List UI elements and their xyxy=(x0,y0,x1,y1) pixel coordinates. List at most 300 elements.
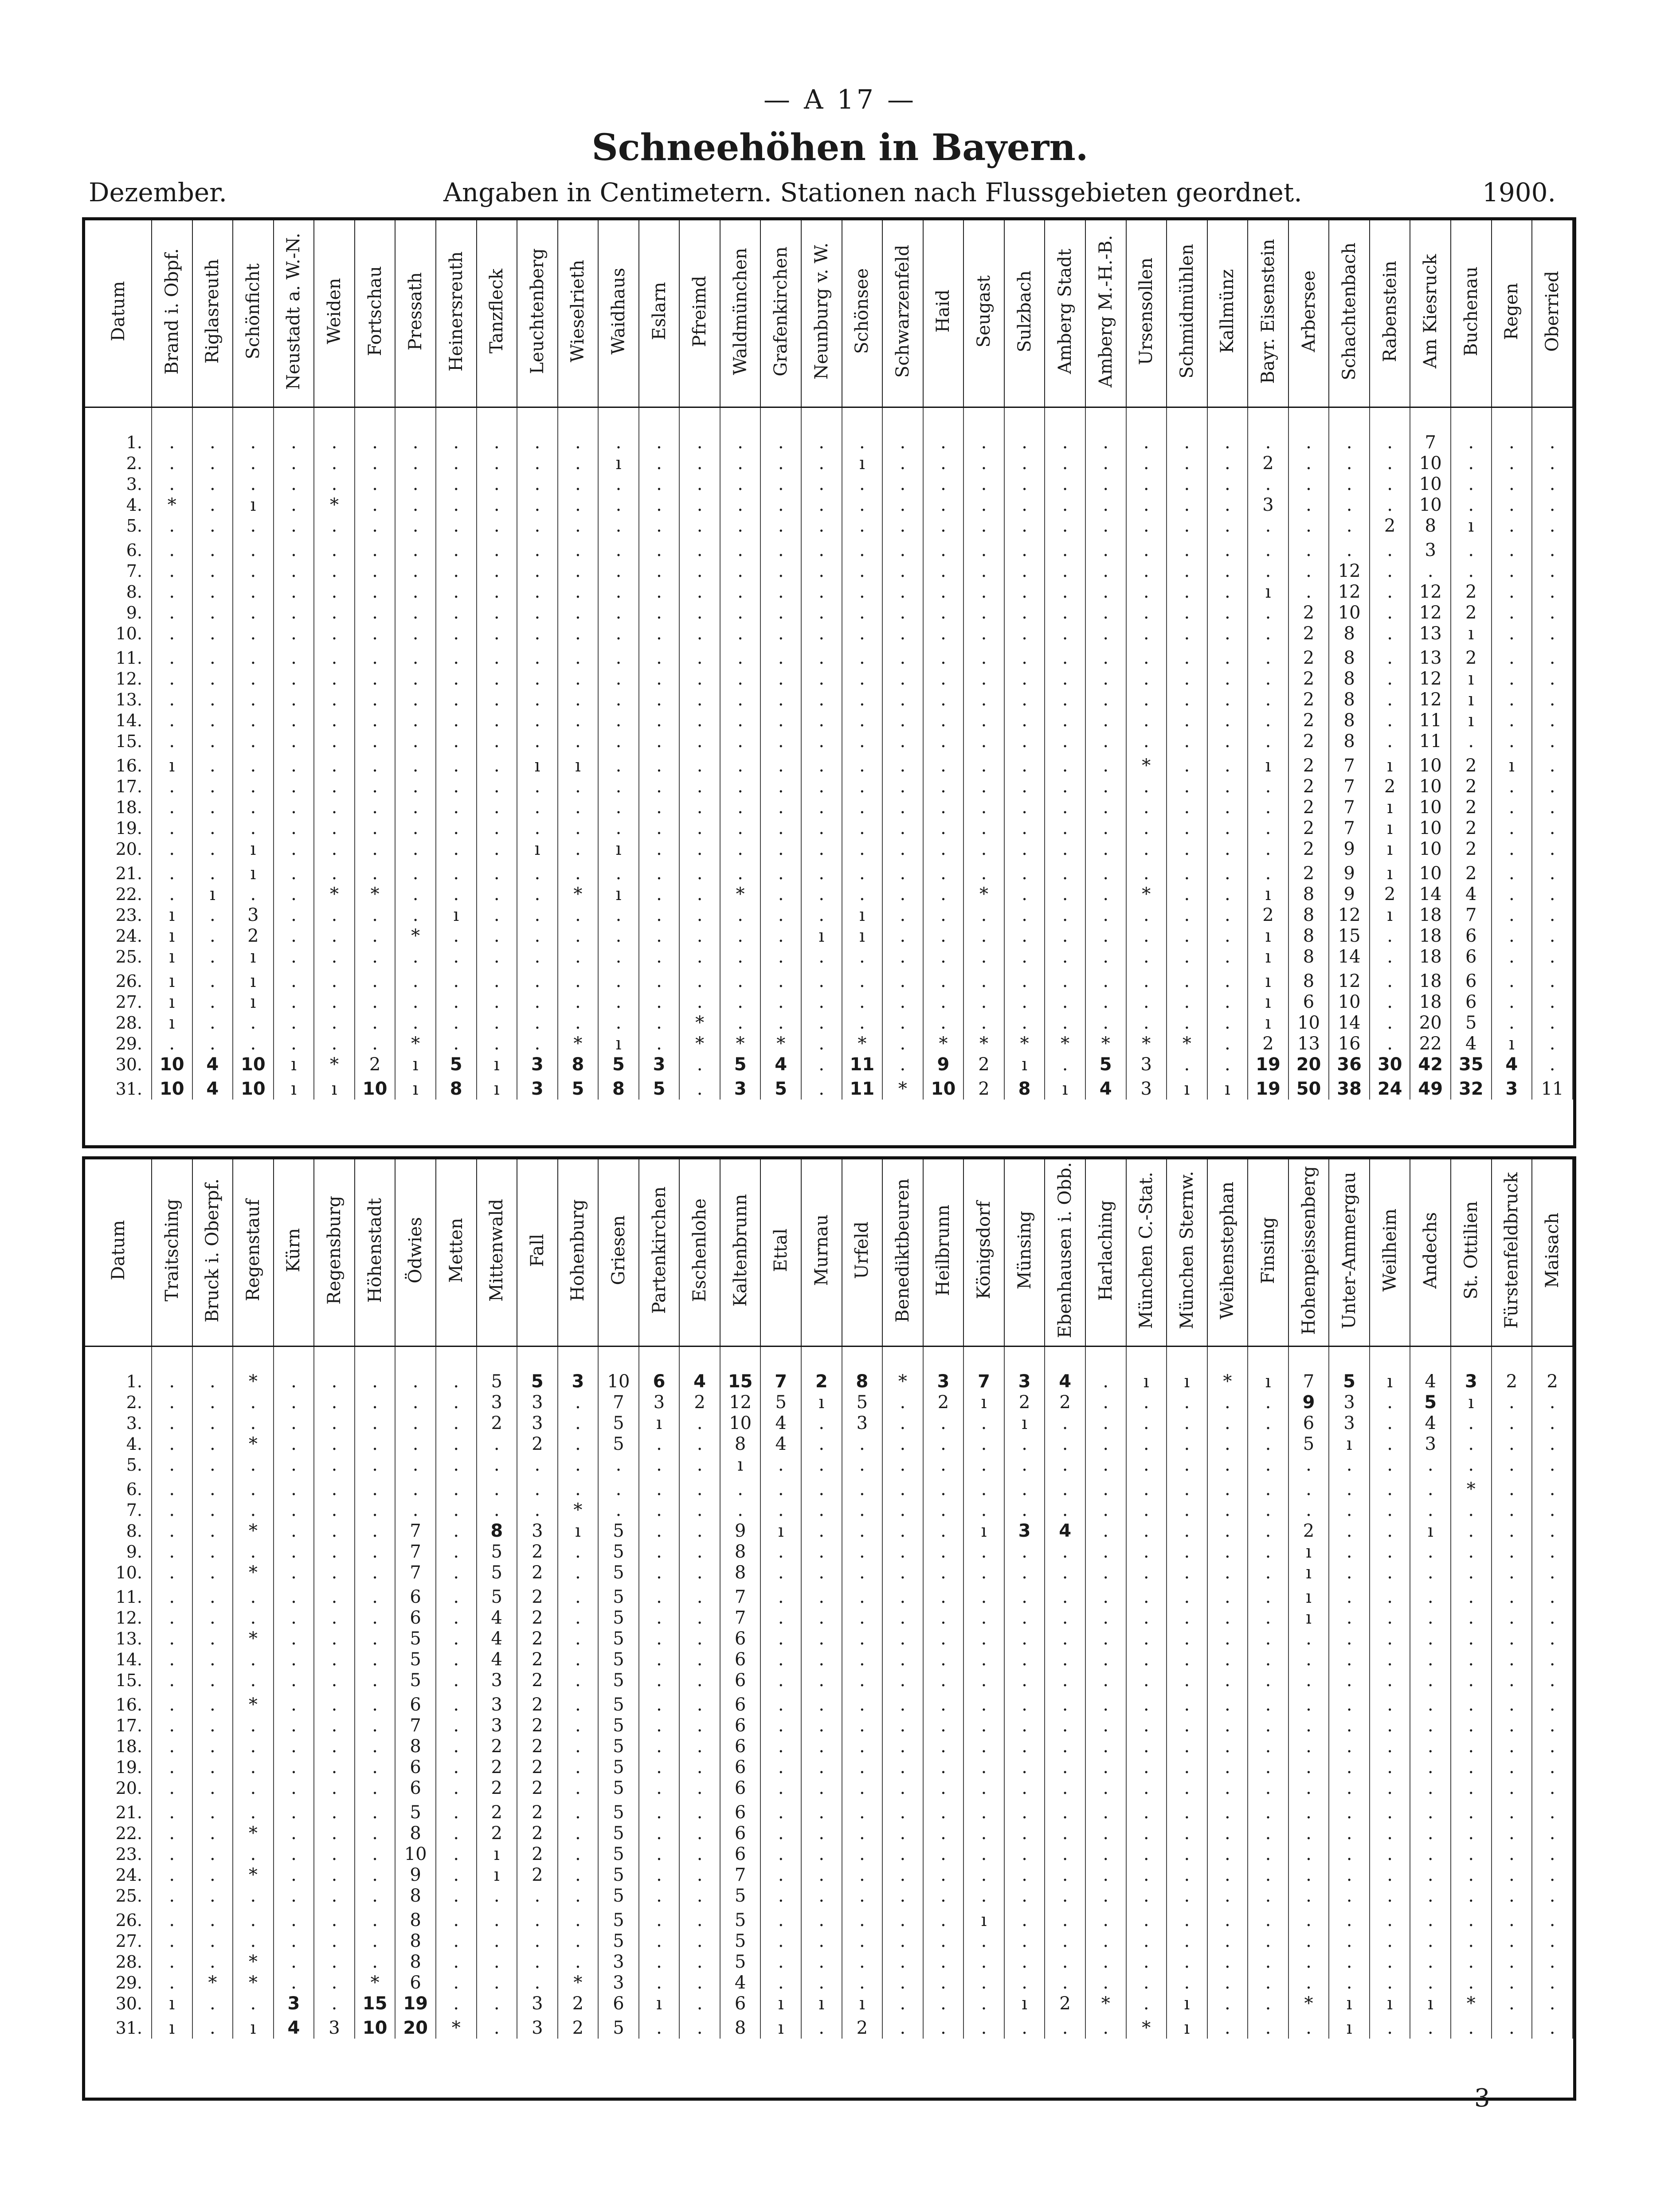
snow-depth-cell: . xyxy=(274,1587,314,1608)
snow-depth-cell: . xyxy=(517,731,558,752)
station-header-hohenpeissenberg xyxy=(1288,1159,1329,1347)
snow-depth-cell: 6 xyxy=(720,1778,761,1799)
snow-depth-cell: . xyxy=(1451,1628,1492,1649)
snow-depth-cell: 18 xyxy=(1410,971,1451,992)
snow-depth-cell: 3 xyxy=(1329,1392,1370,1413)
snow-depth-cell: ı xyxy=(1167,2018,1207,2039)
snow-depth-cell: . xyxy=(760,669,801,689)
snow-depth-cell: . xyxy=(436,1823,477,1844)
snow-depth-cell: . xyxy=(436,1500,477,1521)
snow-depth-cell: . xyxy=(1248,1802,1288,1823)
snow-depth-cell: 5 xyxy=(720,1931,761,1952)
snow-depth-cell: . xyxy=(1370,1455,1410,1476)
day-label: 2. xyxy=(85,453,152,474)
snow-depth-cell: 10 xyxy=(1329,992,1370,1013)
snow-depth-cell: . xyxy=(1532,1952,1573,1973)
snow-depth-cell: 2 xyxy=(517,1715,558,1736)
snow-depth-cell: . xyxy=(477,1479,517,1500)
snow-depth-cell: . xyxy=(1167,1649,1207,1670)
snow-depth-cell: * xyxy=(963,1033,1004,1054)
snow-depth-cell: ı xyxy=(598,839,639,860)
snow-depth-cell: . xyxy=(355,971,396,992)
snow-depth-cell: . xyxy=(1085,1628,1126,1649)
snow-depth-cell: . xyxy=(1410,1952,1451,1973)
snow-depth-cell: . xyxy=(1492,1434,1532,1455)
snow-depth-cell: . xyxy=(1167,1844,1207,1865)
table-row xyxy=(85,1562,1573,1583)
snow-depth-cell: . xyxy=(192,1736,233,1757)
snow-depth-cell: 4 xyxy=(477,1608,517,1628)
snow-depth-cell: ı xyxy=(1370,755,1410,776)
snow-depth-cell: . xyxy=(274,863,314,884)
snow-depth-cell: . xyxy=(395,776,436,797)
snow-depth-cell: . xyxy=(923,603,964,623)
snow-depth-cell: . xyxy=(720,971,761,992)
snow-depth-cell: . xyxy=(598,905,639,926)
snow-depth-cell: . xyxy=(679,755,720,776)
snow-depth-cell: . xyxy=(558,710,599,731)
snow-depth-cell: . xyxy=(1248,1413,1288,1434)
snow-depth-cell: 12 xyxy=(720,1392,761,1413)
snow-depth-cell: . xyxy=(760,1865,801,1886)
station-name: Urfeld xyxy=(852,1221,873,1279)
snow-depth-cell: * xyxy=(233,1823,274,1844)
snow-depth-cell: . xyxy=(477,623,517,644)
snow-depth-cell: . xyxy=(1167,776,1207,797)
snow-depth-cell: . xyxy=(760,1844,801,1865)
snow-depth-cell: . xyxy=(152,1973,192,1993)
snow-depth-cell: . xyxy=(1288,432,1329,453)
snow-depth-cell: . xyxy=(477,648,517,669)
station-name: Oberried xyxy=(1542,270,1563,352)
snow-depth-cell: 5 xyxy=(720,1952,761,1973)
snow-depth-cell: * xyxy=(882,1371,923,1392)
snow-depth-cell: . xyxy=(477,755,517,776)
snow-depth-cell: . xyxy=(1248,1757,1288,1778)
snow-depth-cell: . xyxy=(923,1479,964,1500)
snow-depth-cell: . xyxy=(436,971,477,992)
snow-depth-cell: . xyxy=(1532,516,1573,536)
snow-depth-cell: * xyxy=(233,1562,274,1583)
snow-depth-cell: . xyxy=(517,495,558,516)
snow-depth-cell: . xyxy=(1207,453,1248,474)
snow-depth-cell: . xyxy=(679,495,720,516)
snow-depth-cell: . xyxy=(923,1413,964,1434)
snow-depth-cell: . xyxy=(882,1479,923,1500)
snow-depth-cell: . xyxy=(1126,947,1167,967)
snow-depth-cell: . xyxy=(801,1649,842,1670)
snow-depth-cell: . xyxy=(1370,1670,1410,1691)
station-header-wieselrieth xyxy=(558,220,599,407)
snow-depth-cell: . xyxy=(233,797,274,818)
snow-depth-cell: . xyxy=(477,905,517,926)
snow-depth-cell: * xyxy=(233,1865,274,1886)
station-name: Am Kiesruck xyxy=(1420,254,1441,368)
snow-depth-cell: * xyxy=(1207,1371,1248,1392)
snow-depth-cell: . xyxy=(517,1910,558,1931)
snow-depth-cell: . xyxy=(152,474,192,495)
snow-depth-cell: 8 xyxy=(1288,947,1329,967)
snow-depth-cell: . xyxy=(192,1033,233,1054)
snow-depth-cell: . xyxy=(1045,540,1085,561)
station-header-kaltenbrunn xyxy=(720,1159,761,1347)
spacer-row xyxy=(85,1476,1573,1479)
snow-depth-cell: . xyxy=(274,1434,314,1455)
station-name: Kürn xyxy=(283,1228,304,1272)
table-row xyxy=(85,818,1573,839)
snow-depth-cell: . xyxy=(639,669,680,689)
snow-depth-cell: . xyxy=(1492,561,1532,582)
footer-page-number: 3 xyxy=(1474,2084,1490,2113)
snow-depth-cell: 6 xyxy=(1288,1413,1329,1434)
snow-depth-cell: . xyxy=(1167,1542,1207,1562)
day-label: 5. xyxy=(85,516,152,536)
snow-depth-cell: . xyxy=(1329,432,1370,453)
snow-depth-cell: . xyxy=(1004,582,1045,603)
snow-depth-cell: . xyxy=(395,669,436,689)
snow-depth-cell: . xyxy=(760,648,801,669)
station-name: Heinersreuth xyxy=(446,251,466,372)
snow-depth-cell: ı xyxy=(395,1054,436,1075)
snow-depth-cell: . xyxy=(1451,1542,1492,1562)
snow-depth-cell: 3 xyxy=(274,1993,314,2014)
snow-depth-cell: 2 xyxy=(1451,755,1492,776)
snow-depth-cell: . xyxy=(1492,947,1532,967)
station-name: Seugast xyxy=(974,275,995,348)
snow-depth-cell: 6 xyxy=(1451,947,1492,967)
snow-depth-cell: . xyxy=(1004,2018,1045,2039)
station-header-harlaching xyxy=(1085,1159,1126,1347)
snow-depth-cell: . xyxy=(1410,1886,1451,1906)
snow-depth-cell: . xyxy=(1207,926,1248,947)
snow-depth-cell: . xyxy=(517,1931,558,1952)
snow-depth-cell: . xyxy=(598,689,639,710)
day-label: 20. xyxy=(85,839,152,860)
snow-depth-cell: ı xyxy=(1492,1033,1532,1054)
snow-depth-cell: 5 xyxy=(598,1413,639,1434)
snow-depth-cell: . xyxy=(355,669,396,689)
snow-depth-cell: 4 xyxy=(1410,1371,1451,1392)
snow-depth-cell: 2 xyxy=(1288,603,1329,623)
snow-depth-cell: . xyxy=(1167,516,1207,536)
snow-depth-cell: 7 xyxy=(1329,755,1370,776)
snow-depth-cell: ı xyxy=(477,1054,517,1075)
snow-depth-cell: . xyxy=(1370,2018,1410,2039)
snow-depth-cell: . xyxy=(842,839,883,860)
snow-depth-cell: . xyxy=(801,839,842,860)
snow-depth-cell: . xyxy=(1288,1455,1329,1476)
snow-depth-cell: . xyxy=(842,1500,883,1521)
snow-depth-cell: . xyxy=(882,1757,923,1778)
snow-depth-cell: . xyxy=(314,453,355,474)
snow-depth-cell: . xyxy=(274,731,314,752)
snow-depth-cell: 5 xyxy=(477,1542,517,1562)
snow-depth-cell: . xyxy=(1532,495,1573,516)
snow-depth-cell: 5 xyxy=(598,1608,639,1628)
snow-depth-cell: . xyxy=(679,1736,720,1757)
snow-depth-cell: 10 xyxy=(152,1079,192,1100)
snow-depth-cell: . xyxy=(1492,1608,1532,1628)
station-name: St. Ottilien xyxy=(1461,1201,1481,1300)
snow-depth-cell: 3 xyxy=(1410,540,1451,561)
snow-depth-cell: . xyxy=(1288,1886,1329,1906)
snow-depth-cell: * xyxy=(233,1952,274,1973)
station-header-oberried xyxy=(1532,220,1573,407)
table-row xyxy=(85,1587,1573,1608)
snow-depth-cell: . xyxy=(1370,603,1410,623)
snow-depth-cell: . xyxy=(1167,947,1207,967)
snow-depth-cell: 5 xyxy=(760,1392,801,1413)
snow-depth-cell: . xyxy=(1451,1931,1492,1952)
snow-depth-cell: . xyxy=(395,1413,436,1434)
snow-depth-cell: . xyxy=(1248,689,1288,710)
snow-depth-cell: . xyxy=(1532,1844,1573,1865)
snow-depth-cell: . xyxy=(1126,1521,1167,1542)
snow-depth-cell: . xyxy=(274,1562,314,1583)
snow-depth-cell: . xyxy=(355,1865,396,1886)
snow-depth-cell: 2 xyxy=(1288,776,1329,797)
snow-depth-cell: . xyxy=(558,561,599,582)
snow-depth-cell: . xyxy=(274,947,314,967)
snow-depth-cell: 2 xyxy=(923,1392,964,1413)
snow-depth-cell: . xyxy=(1085,992,1126,1013)
snow-depth-cell: 10 xyxy=(1410,495,1451,516)
snow-depth-cell: . xyxy=(963,1823,1004,1844)
snow-depth-cell: . xyxy=(233,689,274,710)
snow-depth-cell: 12 xyxy=(1329,582,1370,603)
spacer-row xyxy=(85,644,1573,648)
snow-depth-cell: . xyxy=(1370,1608,1410,1628)
snow-depth-cell: 8 xyxy=(395,1910,436,1931)
snow-depth-cell: . xyxy=(882,1823,923,1844)
snow-depth-cell: . xyxy=(1410,1736,1451,1757)
snow-depth-cell: 6 xyxy=(720,1993,761,2014)
snow-depth-cell: . xyxy=(395,884,436,905)
snow-depth-cell: . xyxy=(1370,926,1410,947)
snow-depth-cell: . xyxy=(1167,1715,1207,1736)
station-header-münchen-sternw xyxy=(1167,1159,1207,1347)
snow-depth-cell: . xyxy=(639,1670,680,1691)
snow-depth-cell: . xyxy=(639,971,680,992)
snow-depth-cell: . xyxy=(801,453,842,474)
snow-depth-cell: . xyxy=(1532,1500,1573,1521)
snow-depth-cell: . xyxy=(842,689,883,710)
snow-depth-cell: 2 xyxy=(558,1993,599,2014)
snow-depth-cell: ı xyxy=(233,839,274,860)
snow-depth-cell: . xyxy=(639,776,680,797)
snow-depth-cell: . xyxy=(1329,1521,1370,1542)
snow-depth-cell: . xyxy=(152,432,192,453)
snow-depth-cell: . xyxy=(314,1910,355,1931)
snow-depth-cell: . xyxy=(1045,669,1085,689)
snow-depth-cell: . xyxy=(192,1695,233,1715)
station-name: Bayr. Eisenstein xyxy=(1257,239,1278,384)
snow-depth-cell: . xyxy=(314,818,355,839)
snow-depth-cell: . xyxy=(1451,1823,1492,1844)
snow-depth-cell: . xyxy=(882,1670,923,1691)
snow-depth-cell: . xyxy=(152,1695,192,1715)
snow-depth-cell: . xyxy=(639,689,680,710)
snow-depth-cell: . xyxy=(639,992,680,1013)
snow-depth-cell: . xyxy=(679,971,720,992)
snow-depth-cell: . xyxy=(598,669,639,689)
snow-depth-cell: . xyxy=(314,1608,355,1628)
station-header-st-ottilien xyxy=(1451,1159,1492,1347)
snow-depth-cell: ı xyxy=(1207,1079,1248,1100)
snow-depth-cell: 6 xyxy=(395,1778,436,1799)
snow-depth-cell: . xyxy=(1004,540,1045,561)
snow-depth-cell: . xyxy=(436,1608,477,1628)
snow-depth-cell: . xyxy=(558,516,599,536)
snow-depth-cell: 3 xyxy=(598,1952,639,1973)
snow-depth-cell: . xyxy=(274,623,314,644)
snow-depth-cell: 2 xyxy=(1045,1392,1085,1413)
snow-depth-cell: . xyxy=(1167,540,1207,561)
snow-depth-cell: 3 xyxy=(1004,1521,1045,1542)
station-name: Neunburg v. W. xyxy=(811,243,832,380)
snow-depth-cell: . xyxy=(760,1500,801,1521)
snow-depth-cell: . xyxy=(274,1931,314,1952)
station-name: Heilbrunn xyxy=(933,1204,954,1296)
snow-depth-cell: . xyxy=(1207,905,1248,926)
snow-depth-cell: . xyxy=(314,755,355,776)
snow-depth-cell: 5 xyxy=(598,1587,639,1608)
snow-depth-cell: . xyxy=(1004,884,1045,905)
snow-depth-cell: . xyxy=(1085,689,1126,710)
snow-depth-cell: . xyxy=(963,474,1004,495)
snow-depth-cell: . xyxy=(963,1931,1004,1952)
snow-depth-cell: . xyxy=(1045,1886,1085,1906)
snow-depth-cell: . xyxy=(1045,2018,1085,2039)
snow-depth-cell: . xyxy=(882,1802,923,1823)
snow-depth-cell: . xyxy=(598,516,639,536)
snow-depth-cell: . xyxy=(517,818,558,839)
station-name: Haid xyxy=(933,290,954,333)
snow-depth-cell: 2 xyxy=(517,1695,558,1715)
station-name: Hohenpeissenberg xyxy=(1298,1166,1319,1335)
snow-depth-cell: ı xyxy=(436,905,477,926)
table-row xyxy=(85,1865,1573,1886)
snow-depth-cell: . xyxy=(1532,926,1573,947)
snow-depth-cell: * xyxy=(355,884,396,905)
snow-depth-cell: . xyxy=(355,1413,396,1434)
snow-depth-cell: . xyxy=(314,992,355,1013)
snow-depth-cell: . xyxy=(1370,561,1410,582)
snow-depth-cell: . xyxy=(477,1993,517,2014)
snow-depth-cell: . xyxy=(436,540,477,561)
snow-depth-cell: . xyxy=(152,1844,192,1865)
snow-depth-cell: . xyxy=(192,1392,233,1413)
snow-depth-cell: 11 xyxy=(842,1079,883,1100)
snow-depth-cell: . xyxy=(1167,1695,1207,1715)
snow-depth-cell: . xyxy=(477,863,517,884)
table-row xyxy=(85,710,1573,731)
snow-depth-cell: . xyxy=(1004,1500,1045,1521)
snow-depth-cell: . xyxy=(274,474,314,495)
snow-depth-cell: 4 xyxy=(1492,1054,1532,1075)
snow-depth-cell: . xyxy=(842,474,883,495)
snow-depth-cell: . xyxy=(1126,1392,1167,1413)
day-label: 26. xyxy=(85,971,152,992)
snow-depth-cell: 2 xyxy=(1288,731,1329,752)
snow-depth-cell: . xyxy=(1492,474,1532,495)
station-header-riglasreuth xyxy=(192,220,233,407)
snow-depth-cell: . xyxy=(558,1865,599,1886)
snow-depth-cell: . xyxy=(192,1500,233,1521)
snow-depth-cell: . xyxy=(517,992,558,1013)
snow-depth-cell: 3 xyxy=(1451,1371,1492,1392)
snow-depth-cell: . xyxy=(1370,1910,1410,1931)
snow-depth-cell: . xyxy=(1532,818,1573,839)
snow-depth-cell: . xyxy=(517,603,558,623)
snow-depth-cell: . xyxy=(923,689,964,710)
snow-depth-cell: . xyxy=(963,1886,1004,1906)
snow-depth-cell: . xyxy=(882,1649,923,1670)
snow-depth-cell: . xyxy=(192,755,233,776)
snow-depth-cell: . xyxy=(274,971,314,992)
table-row xyxy=(85,731,1573,752)
snow-depth-cell: . xyxy=(842,1736,883,1757)
snow-depth-cell: . xyxy=(1126,1695,1167,1715)
snow-depth-cell: . xyxy=(963,1695,1004,1715)
snow-depth-cell: . xyxy=(274,1736,314,1757)
snow-depth-cell: ı xyxy=(517,839,558,860)
snow-depth-cell: . xyxy=(760,905,801,926)
snow-depth-cell: . xyxy=(152,1587,192,1608)
snow-depth-cell: . xyxy=(1329,1931,1370,1952)
day-label: 17. xyxy=(85,776,152,797)
table-row xyxy=(85,474,1573,495)
snow-depth-cell: 6 xyxy=(1451,926,1492,947)
snow-depth-cell: . xyxy=(679,863,720,884)
snow-depth-cell: . xyxy=(1288,2018,1329,2039)
snow-depth-cell: 8 xyxy=(720,1542,761,1562)
snow-depth-cell: 8 xyxy=(1288,884,1329,905)
spacer-row xyxy=(85,407,1573,433)
snow-depth-cell: ı xyxy=(1370,818,1410,839)
snow-depth-cell: . xyxy=(1288,1802,1329,1823)
snow-depth-cell: . xyxy=(801,797,842,818)
snow-depth-cell: . xyxy=(1492,1542,1532,1562)
snow-depth-cell: . xyxy=(152,648,192,669)
snow-depth-cell: . xyxy=(1288,1865,1329,1886)
snow-depth-cell: . xyxy=(355,474,396,495)
snow-depth-cell: 4 xyxy=(192,1054,233,1075)
snow-depth-cell: 2 xyxy=(1288,818,1329,839)
snow-depth-cell: . xyxy=(1451,2018,1492,2039)
snow-depth-cell: . xyxy=(1126,1587,1167,1608)
snow-depth-cell: . xyxy=(558,474,599,495)
snow-depth-cell: . xyxy=(1532,710,1573,731)
snow-depth-cell: . xyxy=(882,495,923,516)
spacer-row xyxy=(85,2014,1573,2018)
snow-depth-cell: . xyxy=(1329,1695,1370,1715)
snow-depth-cell: . xyxy=(639,1886,680,1906)
snow-depth-cell: 12 xyxy=(1329,561,1370,582)
snow-depth-cell: . xyxy=(558,1736,599,1757)
snow-depth-cell: . xyxy=(963,540,1004,561)
snow-depth-cell: . xyxy=(436,648,477,669)
station-name: Ursensollen xyxy=(1136,257,1157,365)
table-row xyxy=(85,561,1573,582)
station-header-unter-ammergau xyxy=(1329,1159,1370,1347)
snow-depth-cell: . xyxy=(152,669,192,689)
snow-depth-cell: . xyxy=(1045,1500,1085,1521)
snow-depth-cell: . xyxy=(679,1649,720,1670)
snow-depth-cell: . xyxy=(274,1608,314,1628)
snow-depth-cell: . xyxy=(842,432,883,453)
snow-depth-cell: . xyxy=(152,1371,192,1392)
